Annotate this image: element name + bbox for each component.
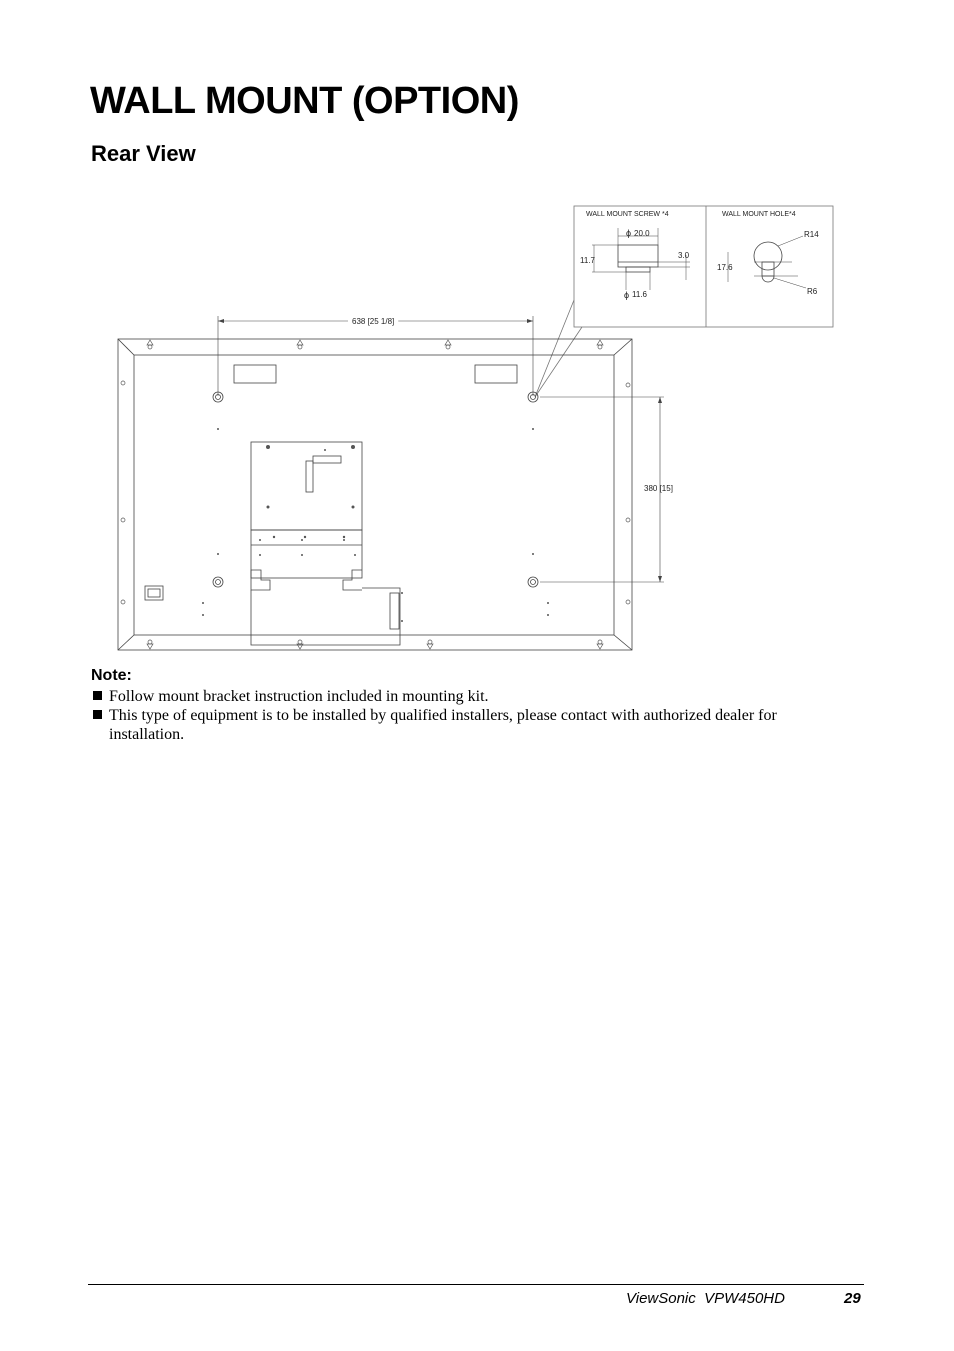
dim-screw-head-dia: 20.0 <box>634 229 650 238</box>
detail-leader <box>535 300 574 397</box>
dim-vertical-label: 380 [15] <box>644 484 673 493</box>
detail-screw-title: WALL MOUNT SCREW *4 <box>586 211 669 218</box>
dim-hole-r-large: R14 <box>804 230 819 239</box>
page-number: 29 <box>844 1290 861 1307</box>
note-item <box>91 706 851 744</box>
note-heading: Note: <box>91 667 132 684</box>
square-bullet-icon <box>93 691 102 700</box>
vent <box>234 365 276 383</box>
note-list <box>91 687 851 744</box>
keyhole-drawing <box>728 236 806 288</box>
page-title: WALL MOUNT (OPTION) <box>90 80 519 122</box>
mount-hole <box>528 577 538 587</box>
dim-screw-head-dia-symbol: ϕ <box>626 228 632 238</box>
small-dots <box>202 428 549 622</box>
section-subtitle: Rear View <box>91 141 196 166</box>
dim-screw-head-height: 3.0 <box>678 251 690 260</box>
note-item-text: Follow mount bracket instruction included in mounting kit. <box>109 688 489 705</box>
square-bullet-icon <box>93 710 102 719</box>
mount-hole <box>213 577 223 587</box>
dim-screw-shaft-dia: 11.6 <box>632 290 647 299</box>
panel-outer-frame <box>118 339 632 650</box>
footer-rule <box>88 1284 864 1285</box>
vent <box>475 365 517 383</box>
note-item <box>91 687 851 706</box>
detail-hole-title: WALL MOUNT HOLE*4 <box>722 211 796 218</box>
dim-screw-length: 11.7 <box>580 256 595 265</box>
detail-box <box>574 206 833 327</box>
electronics-box <box>251 442 400 645</box>
dim-hole-spacing: 17.6 <box>717 263 733 272</box>
dim-horizontal-label: 638 [25 1/8] <box>352 317 395 326</box>
note-item-text: This type of equipment is to be installed by qualified installers, please contact with authorized dealer for installation. <box>109 707 777 743</box>
dim-hole-r-small: R6 <box>807 287 818 296</box>
dim-screw-shaft-dia-symbol: ϕ <box>624 290 630 300</box>
footer-brand: ViewSonic VPW450HD <box>626 1290 785 1307</box>
edge-clips <box>121 340 630 649</box>
